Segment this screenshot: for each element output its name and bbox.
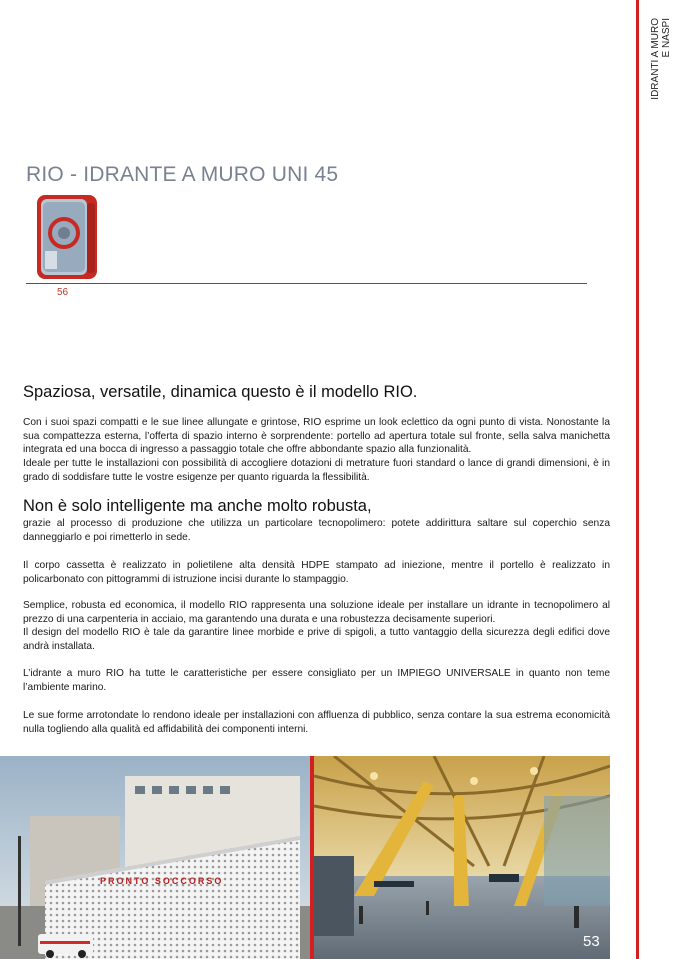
paragraph-design: Il design del modello RIO è tale da garantire linee morbide e prive di spigoli, a tutto vantaggio della sicurezza degli edifici dove andrà installata. — [23, 627, 610, 652]
airport-terminal-photo — [314, 756, 610, 959]
hydrant-cabinet-image — [35, 193, 99, 281]
heading-spaziosa: Spaziosa, versatile, dinamica questo è il modello RIO. — [23, 383, 418, 401]
heading-robusta: Non è solo intelligente ma anche molto robusta, — [23, 497, 372, 515]
paragraph-tecnopolimero: grazie al processo di produzione che utilizza un particolare tecnopolimero: potete addirittura saltare sul coperchio senza danneggiarlo e poi rimetterlo in sede. — [23, 518, 610, 543]
paragraph-corpo-cassetta: Il corpo cassetta è realizzato in polietilene alta densità HDPE stampato ad iniezione, mentre il portello è realizzato in policarbonato con pittogrammi di istruzione incisi durante lo stampaggio. — [23, 560, 610, 585]
page-number: 53 — [583, 933, 600, 950]
paragraph-flessibilita: Ideale per tutte le installazioni con possibilità di accogliere dotazioni di metrature fuori standard o lance di grandi dimensioni, è in grado di soddisfare tutte le vostre esigenze per quanto riguarda la flessibilità. — [23, 458, 610, 483]
red-margin-line — [636, 0, 639, 959]
page-title: RIO - IDRANTE A MURO UNI 45 — [26, 163, 339, 186]
paragraph-forme: Le sue forme arrotondate lo rendono ideale per installazioni con affluenza di pubblico, senza contare la sua estrema economicità nulla togliendo alla qualità ed affidabilità dei componenti interni. — [23, 710, 610, 735]
hospital-building-photo — [0, 756, 310, 959]
section-side-label: IDRANTI A MURO E NASPI — [650, 18, 672, 100]
product-code: 56 — [57, 287, 69, 298]
paragraph-intro: Con i suoi spazi compatti e le sue linee allungate e grintose, RIO esprime un look eclettico da ogni punto di vista. Nonostante la sua compattezza esterna, l’offerta di spazio interno è sorprendente: portello ad apertura totale sul fronte, sella salva manichetta integrata ed una bocca di ingresso a passaggio totale che offre abbondante spazio alla funzionalità. — [23, 417, 610, 455]
paragraph-semplice: Semplice, robusta ed economica, il modello RIO rappresenta una soluzione ideale per installare un idrante in tecnopolimero al prezzo di una carpenteria in acciaio, ma garantendo una durata e una robustezza decisamente superiori. — [23, 600, 610, 625]
paragraph-impiego: L’idrante a muro RIO ha tutte le caratteristiche per essere consigliato per un IMPIEGO UNIVERSALE in quanto non teme l’ambiente marino. — [23, 668, 610, 693]
title-divider — [26, 283, 587, 284]
building-sign-text: PRONTO SOCCORSO — [100, 876, 224, 886]
